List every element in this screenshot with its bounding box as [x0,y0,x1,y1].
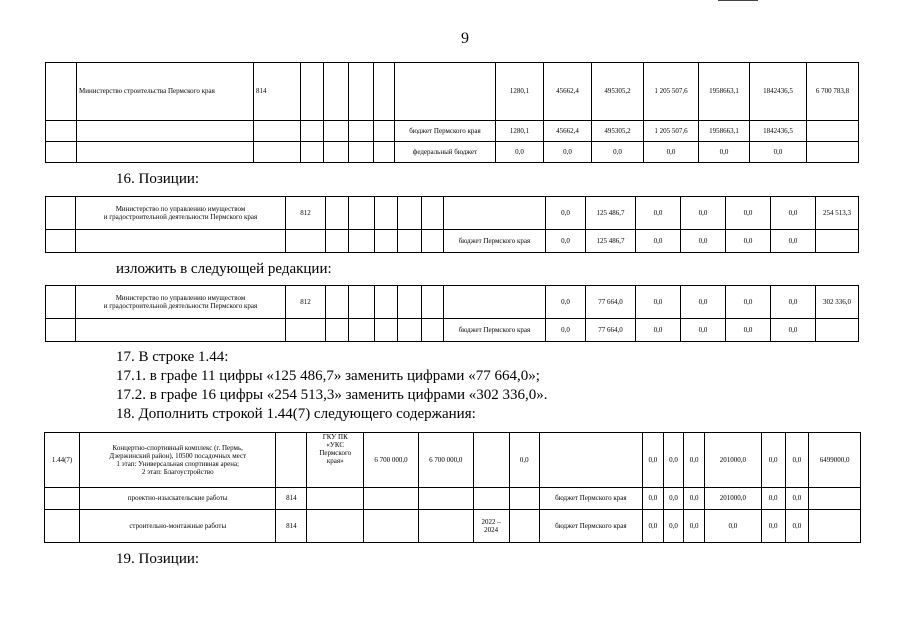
table-cell: 0,0 [546,230,586,253]
ministry-code: 814 [254,63,301,121]
table-cell: 0,0 [761,433,785,488]
years-line: 2022 – [481,517,501,526]
table-cell: 0,0 [546,319,586,342]
table-cell: 0,0 [684,433,705,488]
row-number: 1.44(7) [45,433,80,488]
table-cell: 77 664,0 [586,286,636,319]
table-row [46,142,859,163]
table-cell: 0,0 [750,142,807,163]
ministry-name-line1: Министерство по управлению имуществом [115,204,246,213]
table-cell: 0,0 [785,510,809,543]
table-cell: 0,0 [642,488,663,510]
ministry-name-line2: и градостроительной деятельности Пермского края [103,213,258,221]
table-cell: 201000,0 [704,433,761,488]
table-cell: 0,0 [509,433,539,488]
table-cell: 45662,4 [544,63,592,121]
table-cell: 1280,1 [496,63,544,121]
concert-sports-complex-table [44,432,861,543]
object-name-line: 1 этап: Универсальная спортивная арена; [116,460,240,468]
table-cell: 0,0 [592,142,644,163]
ministry-property-table-new [45,285,859,342]
table-cell: 495305,2 [592,121,644,142]
table-cell: 0,0 [681,319,726,342]
ministry-name: Министерство строительства Пермского края [77,63,254,121]
ministry-name-line1: Министерство по управлению имуществом [115,293,246,302]
responsible-org [307,433,364,488]
table-cell: 0,0 [771,286,816,319]
table-cell: 254 513,3 [816,197,859,230]
table-cell: 0,0 [771,230,816,253]
table-cell: 125 486,7 [586,197,636,230]
table-cell: 77 664,0 [586,319,636,342]
table-cell: 0,0 [726,286,771,319]
page-number: 9 [461,30,469,47]
ministry-name [76,197,286,230]
table-cell: 0,0 [726,230,771,253]
table-row [46,197,859,230]
table-cell: 0,0 [642,510,663,543]
ministry-name [76,286,286,319]
section-19-heading: 19. Позиции: [116,551,200,567]
table-cell: 0,0 [546,197,586,230]
org-line: ГКУ ПК [322,433,348,441]
table-row [45,433,861,488]
ministry-name-line2: и градостроительной деятельности Пермского края [103,302,258,310]
table-cell: 302 336,0 [816,286,859,319]
table-cell: 0,0 [636,319,681,342]
table-cell: 0,0 [636,230,681,253]
table-cell: 201000,0 [704,488,761,510]
table-cell: 0,0 [663,488,684,510]
table-cell: 0,0 [785,488,809,510]
table-cell: 0,0 [681,286,726,319]
table-cell: 45662,4 [544,121,592,142]
table-row [46,230,859,253]
table-cell: 1 205 507,6 [644,121,699,142]
table-cell: 0,0 [636,197,681,230]
table-cell: 0,0 [771,319,816,342]
org-line: Пермского [319,449,352,458]
table-cell: 1842436,5 [750,121,807,142]
budget-label: бюджет Пермского края [539,510,642,543]
table-cell: 0,0 [644,142,699,163]
ministry-construction-table [45,62,859,163]
table-cell: 1842436,5 [750,63,807,121]
table-cell: 0,0 [785,433,809,488]
table-cell: 125 486,7 [586,230,636,253]
object-name-line: Дзержинский район), 10500 посадочных мест [109,451,247,460]
table-cell: 0,0 [546,286,586,319]
table-cell: 0,0 [636,286,681,319]
budget-label: бюджет Пермского края [444,319,546,342]
years-line: 2024 [484,526,499,534]
work-type: проектно-изыскательские работы [80,488,276,510]
ministry-code: 812 [286,197,326,230]
edition-text: изложить в следующей редакции: [116,261,332,277]
ministry-property-table-old [45,196,859,253]
table-cell: 814 [276,510,307,543]
table-cell: 0,0 [544,142,592,163]
table-cell: 1958663,1 [699,63,750,121]
table-cell: 495305,2 [592,63,644,121]
years-cell [418,510,473,543]
table-cell: 814 [276,488,307,510]
table-cell: 0,0 [761,488,785,510]
table-cell: 0,0 [496,142,544,163]
org-line: края» [326,457,344,466]
table-cell: 1958663,1 [699,121,750,142]
object-name-line: Концертно-спортивный комплекс (г. Пермь, [112,443,243,452]
table-cell: 0,0 [726,319,771,342]
table-cell: 6 700 000,0 [418,433,473,488]
object-name-line: 2 этап: Благоустройство [141,468,214,477]
budget-label: бюджет Пермского края [539,488,642,510]
object-name [80,433,276,488]
budget-label: бюджет Пермского края [444,230,546,253]
paragraph-17-1: 17.1. в графе 11 цифры «125 486,7» заменить цифрами «77 664,0»; [116,368,540,384]
years-cell [473,510,509,543]
table-cell: 6 700 000,0 [364,433,419,488]
ministry-code: 812 [286,286,326,319]
table-row [45,510,861,543]
table-cell: 0,0 [663,433,684,488]
table-cell: 6499000,0 [809,433,861,488]
table-cell: 0,0 [642,433,663,488]
table-cell: 0,0 [681,197,726,230]
table-cell: 0,0 [726,197,771,230]
table-cell: 0,0 [663,510,684,543]
table-cell: 0,0 [699,142,750,163]
org-line: «УКС [326,441,345,450]
table-cell: 0,0 [771,197,816,230]
table-row [46,319,859,342]
paragraph-17-2: 17.2. в графе 16 цифры «254 513,3» заменить цифрами «302 336,0». [116,387,548,403]
table-cell: 1 205 507,6 [644,63,699,121]
budget-label: бюджет Пермского края [395,121,496,142]
paragraph-17: 17. В строке 1.44: [116,349,229,365]
table-row [46,121,859,142]
work-type: строительно-монтажные работы [80,510,276,543]
scan-edge-mark [718,0,758,2]
table-row [46,63,859,121]
table-row [45,488,861,510]
paragraph-18: 18. Дополнить строкой 1.44(7) следующего содержания: [116,406,476,422]
table-cell: 0,0 [761,510,785,543]
table-cell: 0,0 [704,510,761,543]
federal-budget-label: федеральный бюджет [395,142,496,163]
table-cell: 0,0 [684,488,705,510]
table-cell: 1280,1 [496,121,544,142]
table-cell: 0,0 [684,510,705,543]
table-row [46,286,859,319]
table-cell: 0,0 [681,230,726,253]
section-16-heading: 16. Позиции: [116,171,200,187]
table-cell: 6 700 783,8 [807,63,859,121]
